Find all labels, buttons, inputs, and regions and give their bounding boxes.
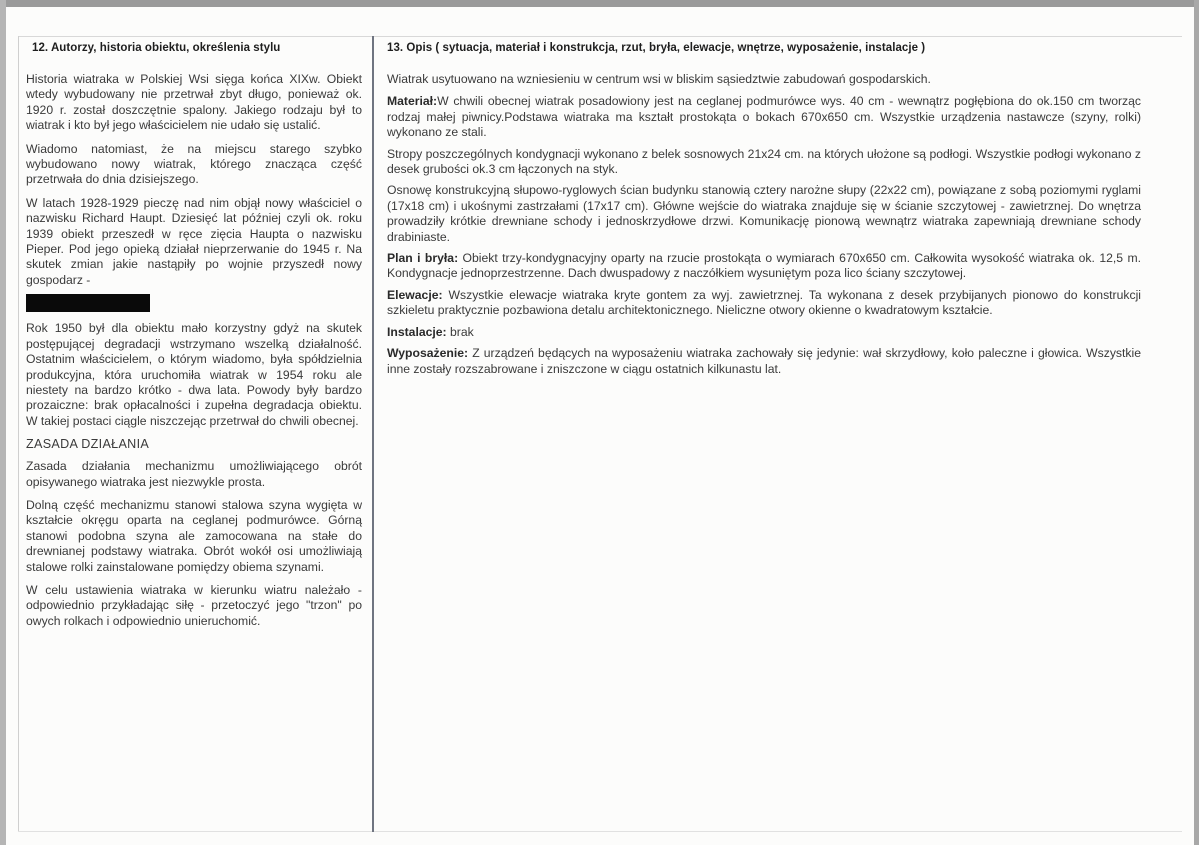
elevations-label: Elewacje: [387, 287, 443, 302]
operation-paragraph-2: Dolną część mechanizmu stanowi stalowa szyna wygięta w kształcie okręgu oparta na ceglanej podmurówce. Górną stanowi podobna szyna ale zamocowana na stałe do drewnianej podstawy wiatraka. Obrót wokół osi umożliwiają stalowe rolki zainstalowane pomiędzy obiema szynami. [26, 497, 362, 574]
plan-label: Plan i bryła: [387, 251, 459, 266]
history-paragraph-1: Historia wiatraka w Polskiej Wsi sięga końca XIXw. Obiekt wtedy wybudowany nie przetrwał zbyt długo, ponieważ ok. 1920 r. został doszczętnie spalony. Jakiego rodzaju był to wiatrak i kto był jego właścicielem nie udało się ustalić. [26, 72, 362, 133]
section-13-description [387, 42, 1141, 383]
history-paragraph-2: Wiadomo natomiast, że na miejscu starego szybko wybudowano nowy wiatrak, którego znacząca część przetrwała do dnia dzisiejszego. [26, 141, 362, 187]
frame-line-bottom [18, 831, 1182, 832]
scan-edge-right [1194, 0, 1199, 845]
redacted-name-block [26, 294, 150, 312]
operation-paragraph-3: W celu ustawienia wiatraka w kierunku wiatru należało - odpowiednio przykładając siłę - przetoczyć jego "trzon" po owych rolkach i odpowiednio unieruchomić. [26, 582, 362, 628]
operation-principle-subtitle: ZASADA DZIAŁANIA [26, 437, 150, 452]
installations-paragraph [387, 325, 1141, 340]
history-paragraph-4: Rok 1950 był dla obiektu mało korzystny gdyż na skutek postępującej degradacji wstrzymano wszelką działalność. Ostatnim właścicielem, o którym wiadomo, była spółdzielnia produkcyjna, która uruchomiła wiatrak w 1954 roku ale niestety na bardzo krótko - dwa lata. Powody były bardzo prozaiczne: brak opłacalności i zupełna degradacja obiektu. W takiej postaci ciągle niszczejąc przetrwał do chwili obecnej. [26, 321, 362, 428]
material-paragraph [387, 94, 1141, 140]
column-divider [372, 36, 374, 832]
ceilings-paragraph: Stropy poszczególnych kondygnacji wykonano z belek sosnowych 21x24 cm. na których ułożone są podłogi. Wszystkie podłogi wykonano z desek grubości ok.3 cm łączonych na styk. [387, 146, 1141, 177]
material-label: Materiał: [387, 94, 438, 109]
history-paragraph-3: W latach 1928-1929 pieczę nad nim objął nowy właściciel o nazwisku Richard Haupt. Dziesięć lat później czyli ok. roku 1939 obiekt przeszedł w ręce zięcia Haupta o nazwisku Pieper. Pod jego opieką działał nieprzerwanie do 1945 r. Na skutek zmian jakie nastąpiły po wojnie przyszedł nowy gospodarz - [26, 195, 362, 287]
location-paragraph: Wiatrak usytuowano na wzniesieniu w centrum wsi w bliskim sąsiedztwie zabudowań gospodarskich. [387, 72, 931, 86]
section-13-heading: 13. Opis ( sytuacja, materiał i konstrukcja, rzut, bryła, elewacje, wnętrze, wyposażenie, instalacje ) [387, 42, 926, 54]
structure-paragraph: Osnowę konstrukcyjną słupowo-ryglowych ścian budynku stanowią cztery narożne słupy (22x22 cm), powiązane z sobą poziomymi ryglami (17x18 cm) i ukośnymi zastrzałami (17x17 cm). Główne wejście do wiatraka znajduje się w ścianie szczytowej - zawietrznej. Do wnętrza prowadziły krótkie drewniane schody i jednoskrzydłowe drzwi. Komunikację pionową wewnątrz wiatraka zapewniają drewniane schody drabiniaste. [387, 183, 1141, 244]
operation-paragraph-1: Zasada działania mechanizmu umożliwiającego obrót opisywanego wiatraka jest niezwykle prosta. [26, 459, 362, 489]
material-text: W chwili obecnej wiatrak posadowiony jest na ceglanej podmurówce wys. 40 cm - wewnątrz pogłębiona do ok.150 cm tworząc rodzaj małej piwnicy.Podstawa wiatraka ma kształt prostokąta o bokach 670x650 cm. Wszystkie urządzenia nastawcze (szyny, rolki) wykonano ze stali. [387, 94, 1141, 140]
installations-text: brak [450, 324, 474, 339]
frame-line-left [18, 36, 19, 832]
elevations-text: Wszystkie elewacje wiatraka kryte gontem za wyj. zawietrznej. Ta wykonana z desek przybijanych pionowo do konstrukcji szkieletu praktycznie pozbawiona detalu architektonicznego. Nieliczne otwory okienne o kwadratowym kształcie. [387, 287, 1141, 318]
equipment-text: Z urządzeń będących na wyposażeniu wiatraka zachowały się jedynie: wał skrzydłowy, koło paleczne i głowica. Wszystkie inne zostały rozszabrowane i zniszczone w ciągu ostatnich kilkunastu lat. [387, 346, 1141, 376]
scan-edge-left [0, 0, 6, 845]
section-12-history [26, 42, 362, 637]
equipment-paragraph [387, 346, 1141, 377]
installations-label: Instalacje: [387, 324, 447, 339]
elevations-paragraph [387, 288, 1141, 319]
plan-paragraph [387, 251, 1141, 282]
plan-text: Obiekt trzy-kondygnacyjny oparty na rzucie prostokąta o wymiarach 670x650 cm. Całkowita wysokość wiatraka ok. 12,5 m. Kondygnacje jednoprzestrzenne. Dach dwuspadowy z naczółkiem wysuniętym poza lico ściany szczytowej. [387, 251, 1141, 281]
frame-line-top [18, 36, 1182, 37]
equipment-label: Wyposażenie: [387, 346, 469, 361]
scan-edge-top [0, 0, 1199, 7]
section-12-heading: 12. Autorzy, historia obiektu, określenia stylu [32, 42, 281, 54]
